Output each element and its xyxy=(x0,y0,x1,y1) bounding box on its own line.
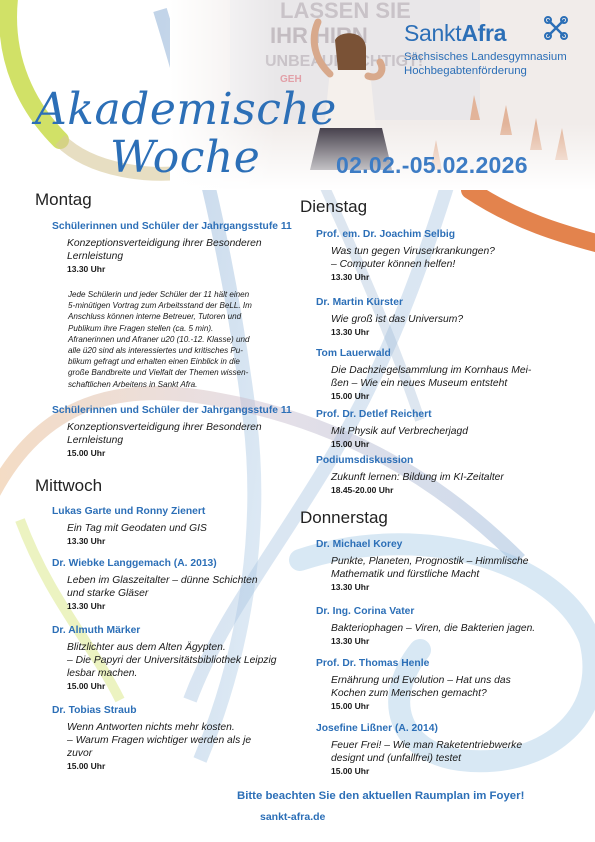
description-line: blikum gefragt und erhalten einen Einblick in die xyxy=(68,357,240,367)
description-line: Publikum ihre Fragen stellen (ca. 5 min). xyxy=(68,323,214,333)
event-mittwoch-4 xyxy=(52,705,307,771)
event-title-line: Bakteriophagen – Viren, die Bakterien jagen. xyxy=(331,623,536,634)
logo-subtitle-2: Hochbegabtenförderung xyxy=(404,64,527,77)
event-title-line: ßen – Wie ein neues Museum entsteht xyxy=(331,378,508,389)
event-title xyxy=(52,522,302,535)
event-time: 13.30 Uhr xyxy=(67,536,106,546)
description-line: große Bandbreite und Vielfalt der Themen wissen- xyxy=(68,368,249,378)
event-title-line: lesbar machen. xyxy=(67,668,138,679)
event-title-line: Ein Tag mit Geodaten und GIS xyxy=(67,523,207,534)
sankt-afra-logo xyxy=(404,20,567,78)
event-title xyxy=(52,641,307,680)
event-speaker: Schülerinnen und Schüler der Jahrgangsstufe 11 xyxy=(52,221,292,232)
logo-wordmark xyxy=(404,20,567,47)
event-dienstag-1 xyxy=(316,229,586,282)
event-mittwoch-1 xyxy=(52,506,302,546)
day-heading-montag: Montag xyxy=(35,190,92,209)
event-title-line: – Die Papyri der Universitätsbibliothek Leipzig xyxy=(67,655,277,666)
event-time: 18.45-20.00 Uhr xyxy=(331,485,394,495)
event-time: 15.00 Uhr xyxy=(331,766,370,776)
logo-name-bold: Afra xyxy=(461,20,507,46)
event-time: 13.30 Uhr xyxy=(331,636,370,646)
event-title-line: zuvor xyxy=(67,748,93,759)
event-mittwoch-3 xyxy=(52,625,307,691)
event-title-line: – Warum Fragen wichtiger werden als je xyxy=(67,735,252,746)
knot-logo-icon xyxy=(544,16,568,40)
event-title-line: Wie groß ist das Universum? xyxy=(331,314,464,325)
event-title-line: Ernährung und Evolution – Hat uns das xyxy=(331,675,511,686)
event-title xyxy=(316,245,586,271)
description-line: 5-minütigen Vortrag zum Arbeitsstand der BeLL. Im xyxy=(68,301,252,311)
event-time: 15.00 Uhr xyxy=(67,448,106,458)
event-speaker: Podiumsdiskussion xyxy=(316,455,414,466)
event-time: 15.00 Uhr xyxy=(67,761,106,771)
event-montag-2 xyxy=(52,405,302,458)
event-montag-1 xyxy=(52,221,302,274)
event-dienstag-4 xyxy=(316,409,586,449)
event-speaker: Josefine Lißner (A. 2014) xyxy=(316,723,438,734)
event-title-line: Konzeptionsverteidigung ihrer Besonderen xyxy=(67,238,262,249)
event-donnerstag-2 xyxy=(316,606,588,646)
event-title-line: Mathematik und fürstliche Macht xyxy=(331,569,480,580)
event-dates: 02.02.-05.02.2026 xyxy=(336,152,528,178)
event-time: 13.30 Uhr xyxy=(331,327,370,337)
website-link[interactable]: sankt-afra.de xyxy=(260,811,326,823)
event-title-line: Lernleistung xyxy=(67,435,124,446)
event-title-line: Lernleistung xyxy=(67,251,124,262)
event-title xyxy=(316,739,588,765)
day-heading-donnerstag: Donnerstag xyxy=(300,508,388,527)
event-time: 13.30 Uhr xyxy=(67,601,106,611)
title-line-1: Akademische xyxy=(35,84,337,135)
event-title-line: Punkte, Planeten, Prognostik – Himmlische xyxy=(331,556,529,567)
event-speaker: Tom Lauerwald xyxy=(316,348,391,359)
logo-name-light: Sankt xyxy=(404,20,462,46)
event-time: 15.00 Uhr xyxy=(331,391,370,401)
event-speaker: Dr. Tobias Straub xyxy=(52,705,137,716)
event-time: 13.30 Uhr xyxy=(331,582,370,592)
event-title-line: Die Dachziegelsammlung im Kornhaus Mei- xyxy=(331,365,532,376)
event-title-line: Kochen zum Menschen gemacht? xyxy=(331,688,487,699)
event-title xyxy=(316,471,586,484)
event-title-line: Zukunft lernen: Bildung im KI-Zeitalter xyxy=(331,472,504,483)
event-title xyxy=(52,721,307,760)
event-title-line: Wenn Antworten nichts mehr kosten. xyxy=(67,722,235,733)
event-dienstag-2 xyxy=(316,297,586,337)
event-title xyxy=(316,425,586,438)
event-time: 13.30 Uhr xyxy=(67,264,106,274)
event-title xyxy=(316,555,588,581)
event-donnerstag-4 xyxy=(316,723,588,776)
description-line: schaftlichen Arbeitens in Sankt Afra. xyxy=(68,379,198,389)
event-dienstag-5 xyxy=(316,455,586,495)
event-title xyxy=(52,574,302,600)
event-speaker: Dr. Wiebke Langgemach (A. 2013) xyxy=(52,558,217,569)
event-speaker: Dr. Ing. Corina Vater xyxy=(316,606,415,617)
event-title-line: designt und (unfallfrei) testet xyxy=(331,753,461,764)
event-time: 13.30 Uhr xyxy=(331,272,370,282)
event-title xyxy=(316,364,586,390)
room-plan-note: Bitte beachten Sie den aktuellen Raumplan im Foyer! xyxy=(237,790,525,802)
event-title-line: – Computer können helfen! xyxy=(331,259,456,270)
event-title-line: Konzeptionsverteidigung ihrer Besonderen xyxy=(67,422,262,433)
event-speaker: Schülerinnen und Schüler der Jahrgangsstufe 11 xyxy=(52,405,292,416)
day-heading-mittwoch: Mittwoch xyxy=(35,476,103,495)
event-speaker: Prof. em. Dr. Joachim Selbig xyxy=(316,229,456,240)
event-title xyxy=(316,313,586,326)
day-heading-dienstag: Dienstag xyxy=(300,197,368,216)
event-speaker: Prof. Dr. Detlef Reichert xyxy=(316,409,432,420)
event-time: 15.00 Uhr xyxy=(331,701,370,711)
event-title-line: Mit Physik auf Verbrecherjagd xyxy=(331,426,468,437)
event-title xyxy=(316,674,588,700)
montag-description xyxy=(68,289,296,390)
event-dienstag-3 xyxy=(316,348,586,401)
event-title-line: Leben im Glaszeitalter – dünne Schichten xyxy=(67,575,258,586)
event-title-line: Blitzlichter aus dem Alten Ägypten. xyxy=(67,642,226,653)
title-line-2: Woche xyxy=(110,132,261,183)
event-time: 15.00 Uhr xyxy=(331,439,370,449)
event-title xyxy=(52,237,302,263)
event-speaker: Prof. Dr. Thomas Henle xyxy=(316,658,430,669)
event-mittwoch-2 xyxy=(52,558,302,611)
event-speaker: Dr. Michael Korey xyxy=(316,539,403,550)
event-speaker: Dr. Martin Kürster xyxy=(316,297,403,308)
event-title-line: Was tun gegen Viruserkrankungen? xyxy=(331,246,495,257)
event-speaker: Lukas Garte und Ronny Zienert xyxy=(52,506,206,517)
description-line: Jede Schülerin und jeder Schüler der 11 hält einen xyxy=(68,290,250,299)
description-line: Afranerinnen und Afraner u20 (10.-12. Klasse) und xyxy=(68,334,250,344)
event-speaker: Dr. Almuth Märker xyxy=(52,625,141,636)
event-donnerstag-3 xyxy=(316,658,588,711)
event-title xyxy=(52,421,302,447)
event-title-line: Feuer Frei! – Wie man Raketentriebwerke xyxy=(331,740,523,751)
event-time: 15.00 Uhr xyxy=(67,681,106,691)
description-line: Anschluss können interne Betreuer, Tutoren und xyxy=(68,312,242,322)
event-title xyxy=(316,622,588,635)
event-title-line: und starke Gläser xyxy=(67,588,149,599)
logo-subtitle-1: Sächsisches Landesgymnasium xyxy=(404,51,567,63)
description-line: alle ü20 sind als interessiertes und kritisches Pu- xyxy=(68,346,243,356)
event-donnerstag-1 xyxy=(316,539,588,592)
